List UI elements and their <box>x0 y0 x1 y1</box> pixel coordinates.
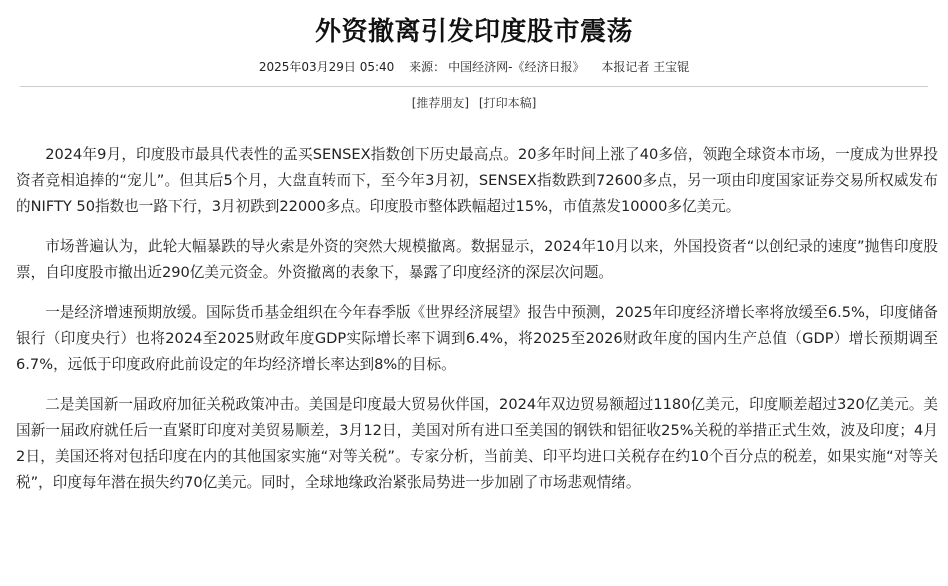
source-name: 中国经济网-《经济日报》 <box>448 60 585 74</box>
paragraph-4: 二是美国新一届政府加征关税政策冲击。美国是印度最大贸易伙伴国，2024年双边贸易额超过1180亿美元，印度顺差超过320亿美元。美国新一届政府就任后一直紧盯印度对美贸易顺差，3月12日，美国对所有进口至美国的钢铁和铝征收25%关税的举措正式生效，波及印度；4月2日，美国还将对包括印度在内的其他国家实施“对等关税”。专家分析，当前美、印平均进口关税存在约10个百分点的税差，如果实施“对等关税”，印度每年潜在损失约70亿美元。同时，全球地缘政治紧张局势进一步加剧了市场悲观情绪。 <box>16 396 938 491</box>
paragraph-1: 2024年9月，印度股市最具代表性的孟买SENSEX指数创下历史最高点。20多年时间上涨了40多倍，领跑全球资本市场，一度成为世界投资者竞相追捧的“宠儿”。但其后5个月，大盘直转而下，至今年3月初，SENSEX指数跌到72600多点，另一项由印度国家证券交易所权威发布的NIFTY 50指数也一路下行，3月初跌到22000多点。印度股市整体跌幅超过15%，市值蒸发10000多亿美元。 <box>16 146 938 215</box>
divider <box>20 86 928 87</box>
article-body <box>16 142 938 510</box>
paragraph-2: 市场普遍认为，此轮大幅暴跌的导火索是外资的突然大规模撤离。数据显示，2024年10月以来，外国投资者“以创纪录的速度”抛售印度股票，自印度股市撤出近290亿美元资金。外资撤离的表象下，暴露了印度经济的深层次问题。 <box>16 238 938 281</box>
reporter: 本报记者 王宝锟 <box>601 60 690 74</box>
article-tools <box>0 94 948 112</box>
recommend-friend-link[interactable]: [推荐朋友] <box>411 96 470 110</box>
paragraph-3: 一是经济增速预期放缓。国际货币基金组织在今年春季版《世界经济展望》报告中预测，2025年印度经济增长率将放缓至6.5%，印度储备银行（印度央行）也将2024至2025财政年度GDP实际增长率下调到6.4%，将2025至2026财政年度的国内生产总值（GDP）增长预期调至6.7%，远低于印度政府此前设定的年均经济增长率达到8%的目标。 <box>16 304 938 373</box>
article-meta <box>0 58 948 76</box>
source-label: 来源： <box>409 60 446 74</box>
publish-date: 2025年03月29日 05:40 <box>258 60 395 74</box>
print-article-link[interactable]: [打印本稿] <box>478 96 537 110</box>
article-title: 外资撤离引发印度股市震荡 <box>314 17 633 47</box>
